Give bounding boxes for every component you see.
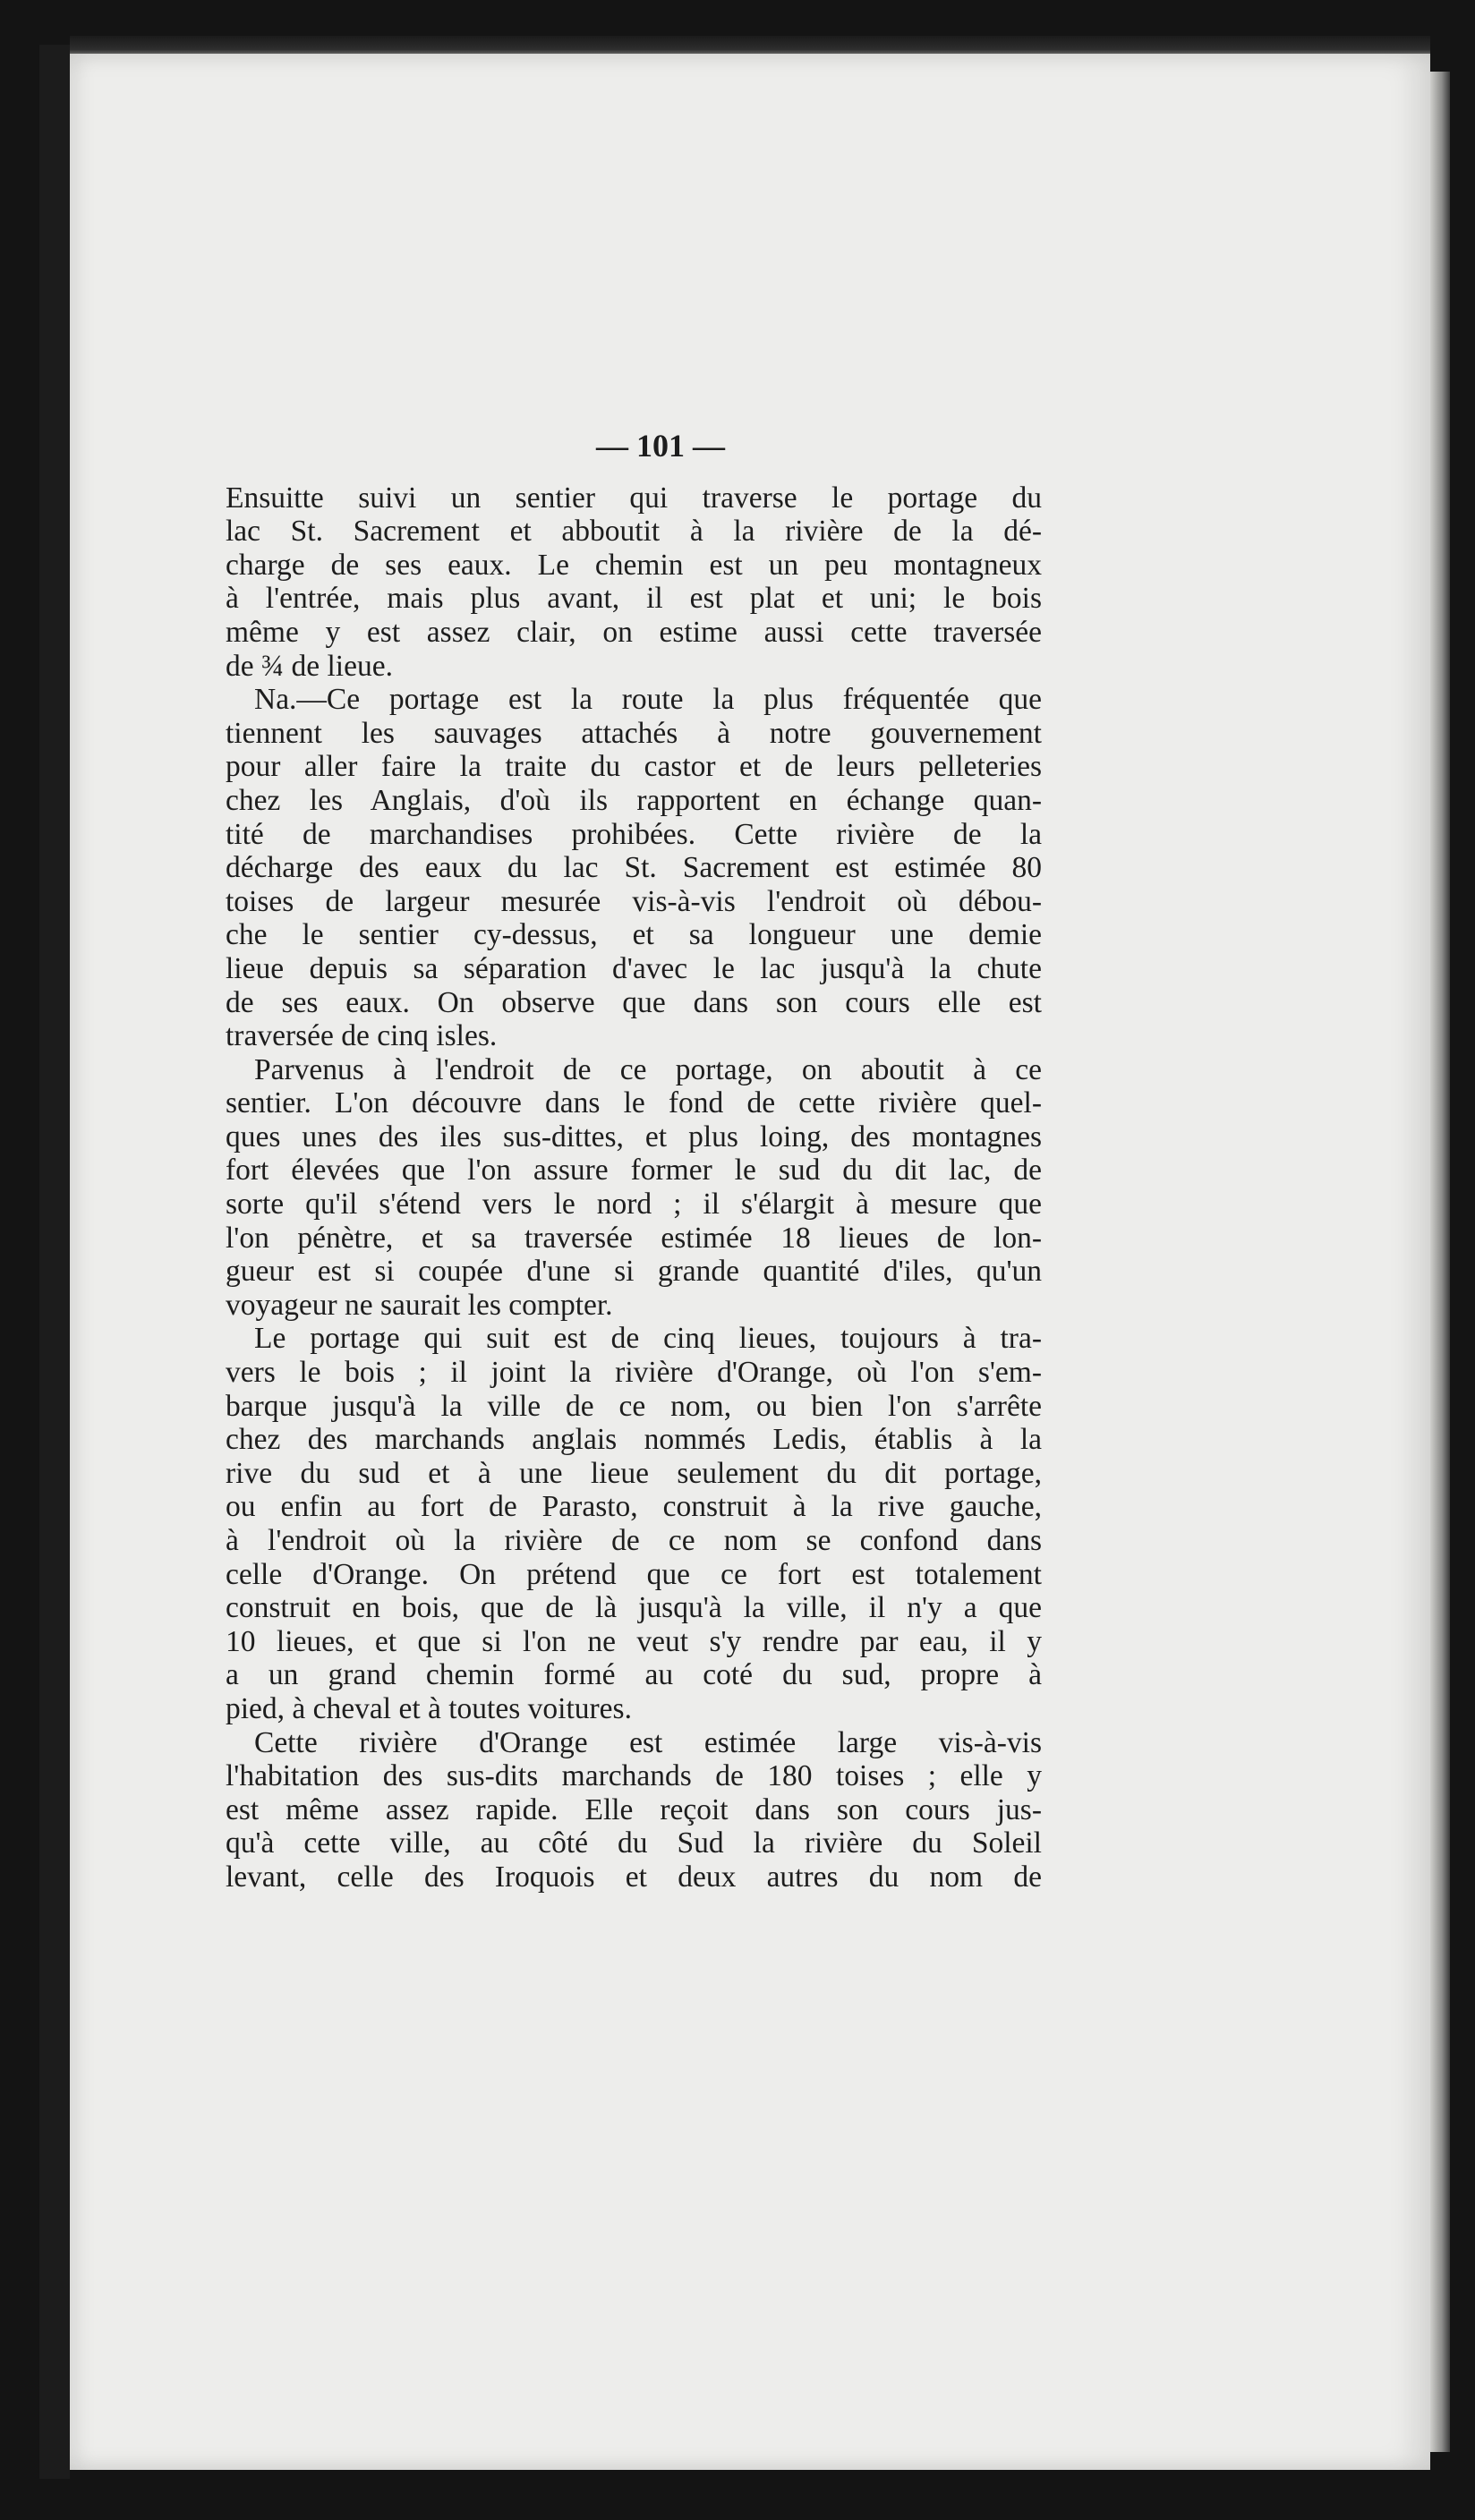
text-line: ques unes des iles sus-dittes, et plus loing, des montagnes xyxy=(226,1120,1042,1154)
text-line: à l'entrée, mais plus avant, il est plat et uni; le bois xyxy=(226,582,1042,616)
text-line: pied, à cheval et à toutes voitures. xyxy=(226,1691,632,1725)
text-line: ou enfin au fort de Parasto, construit à la rive gauche, xyxy=(226,1490,1042,1524)
paragraph-2 xyxy=(226,683,1042,1053)
page-number: — 101 — xyxy=(596,428,725,464)
text-line: lac St. Sacrement et abboutit à la rivière de la dé- xyxy=(226,515,1042,549)
text-line: celle d'Orange. On prétend que ce fort est totalement xyxy=(226,1557,1042,1591)
text-line: décharge des eaux du lac St. Sacrement est estimée 80 xyxy=(226,851,1042,885)
text-line: de ses eaux. On observe que dans son cours elle est xyxy=(226,985,1042,1019)
text-line: barque jusqu'à la ville de ce nom, ou bien l'on s'arrête xyxy=(226,1389,1042,1423)
text-line: Cette rivière d'Orange est estimée large vis-à-vis xyxy=(254,1725,1042,1759)
text-block xyxy=(226,430,1042,1894)
text-line: che le sentier cy-dessus, et sa longueur une demie xyxy=(226,918,1042,952)
paragraph-3 xyxy=(226,1053,1042,1323)
text-line: toises de largeur mesurée vis-à-vis l'endroit où débou- xyxy=(226,884,1042,918)
text-line: l'on pénètre, et sa traversée estimée 18 lieues de lon- xyxy=(226,1221,1042,1255)
text-line: Na.—Ce portage est la route la plus fréquentée que xyxy=(254,683,1042,717)
text-line: pour aller faire la traite du castor et de leurs pelleteries xyxy=(226,750,1042,784)
text-line: 10 lieues, et que si l'on ne veut s'y rendre par eau, il y xyxy=(226,1624,1042,1658)
text-line: chez les Anglais, d'où ils rapportent en échange quan- xyxy=(226,783,1042,817)
text-line: Ensuitte suivi un sentier qui traverse le portage du xyxy=(226,481,1042,515)
text-line: chez des marchands anglais nommés Ledis, établis à la xyxy=(226,1423,1042,1457)
text-line: vers le bois ; il joint la rivière d'Orange, où l'on s'em- xyxy=(226,1356,1042,1390)
paragraph-4 xyxy=(226,1322,1042,1725)
text-line: sorte qu'il s'étend vers le nord ; il s'élargit à mesure que xyxy=(226,1188,1042,1222)
text-line: levant, celle des Iroquois et deux autres du nom de xyxy=(226,1860,1042,1894)
text-line: l'habitation des sus-dits marchands de 180 toises ; elle y xyxy=(226,1759,1042,1793)
text-line: même y est assez clair, on estime aussi cette traversée xyxy=(226,615,1042,649)
text-line: Parvenus à l'endroit de ce portage, on aboutit à ce xyxy=(254,1052,1042,1086)
paragraph-1 xyxy=(226,481,1042,684)
text-line: tiennent les sauvages attachés à notre gouvernement xyxy=(226,716,1042,750)
text-line: traversée de cinq isles. xyxy=(226,1019,498,1053)
text-line: tité de marchandises prohibées. Cette rivière de la xyxy=(226,817,1042,851)
text-line: Le portage qui suit est de cinq lieues, toujours à tra- xyxy=(254,1322,1042,1356)
text-line: charge de ses eaux. Le chemin est un peu montagneux xyxy=(226,548,1042,582)
page-right-edge xyxy=(1430,72,1450,2452)
text-line: gueur est si coupée d'une si grande quantité d'iles, qu'un xyxy=(226,1255,1042,1289)
text-line: a un grand chemin formé au coté du sud, propre à xyxy=(226,1658,1042,1692)
text-line: rive du sud et à une lieue seulement du dit portage, xyxy=(226,1456,1042,1490)
text-line: construit en bois, que de là jusqu'à la ville, il n'y a que xyxy=(226,1591,1042,1625)
text-line: est même assez rapide. Elle reçoit dans son cours jus- xyxy=(226,1792,1042,1826)
paragraph-5 xyxy=(226,1726,1042,1894)
text-line: fort élevées que l'on assure former le sud du dit lac, de xyxy=(226,1154,1042,1188)
book-binding-strip xyxy=(39,45,70,2479)
text-line: lieue depuis sa séparation d'avec le lac jusqu'à la chute xyxy=(226,951,1042,985)
text-line: à l'endroit où la rivière de ce nom se confond dans xyxy=(226,1524,1042,1557)
text-line: voyageur ne saurait les compter. xyxy=(226,1288,613,1322)
text-line: sentier. L'on découvre dans le fond de cette rivière quel- xyxy=(226,1086,1042,1120)
text-line: de ¾ de lieue. xyxy=(226,649,393,683)
text-line: qu'à cette ville, au côté du Sud la rivière du Soleil xyxy=(226,1826,1042,1860)
